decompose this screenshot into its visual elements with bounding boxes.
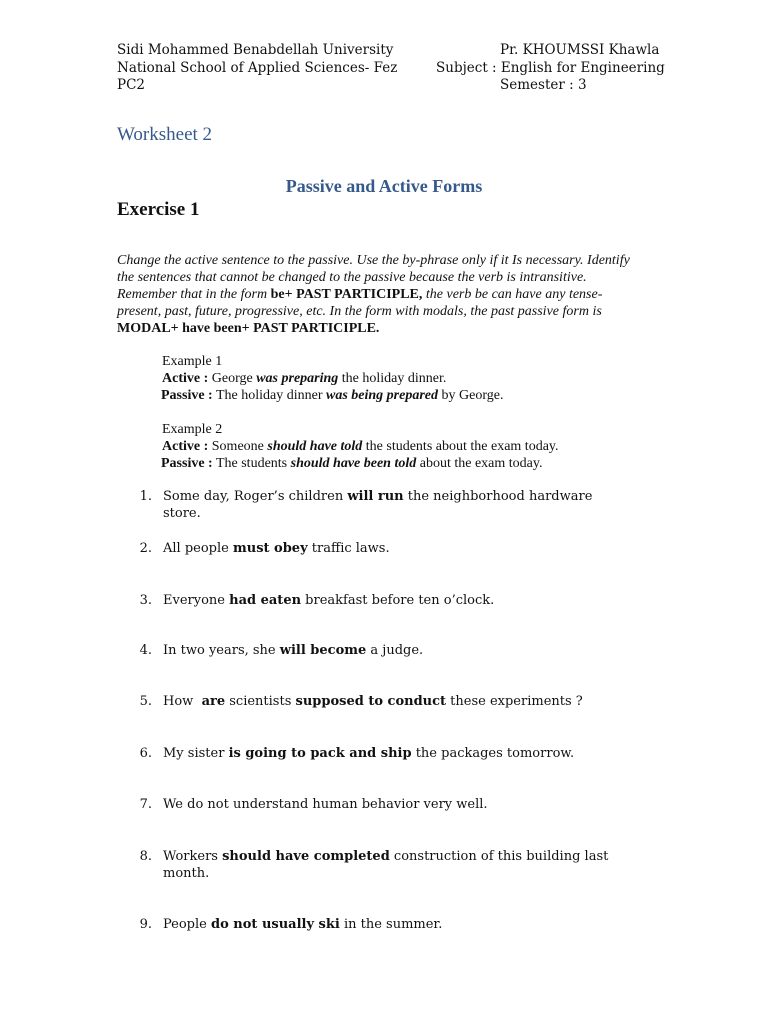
header-professor: Pr. KHOUMSSI Khawla — [500, 42, 660, 58]
header-school: National School of Applied Sciences- Fez — [117, 59, 398, 76]
header-class: PC2 — [117, 77, 146, 93]
item-text-pre: My sister — [163, 746, 229, 761]
active-label: Active : — [162, 439, 209, 454]
passive-verb: should have been told — [290, 456, 417, 471]
item-verb: will run — [347, 489, 404, 504]
item-verb: must obey — [232, 541, 308, 556]
header-semester: Semester : 3 — [500, 77, 587, 93]
item-text-pre: Workers — [163, 849, 223, 864]
item-number: 3. — [139, 593, 152, 608]
item-verb-2: supposed to conduct — [295, 694, 447, 709]
example-1 — [162, 353, 503, 404]
instructions-form-2: MODAL+ have been+ PAST PARTICIPLE. — [117, 321, 380, 336]
example-heading: Example 1 — [162, 354, 223, 369]
item-sentence — [163, 488, 633, 522]
passive-text-post: by George. — [438, 388, 504, 403]
passive-label: Passive : — [161, 388, 213, 403]
header-course-info — [436, 42, 665, 95]
item-sentence — [163, 916, 633, 933]
example-active-line — [162, 438, 559, 455]
item-text-pre: We do not understand human behavior very well. — [163, 797, 488, 812]
item-text-post: these experiments ? — [446, 694, 583, 709]
header-institution — [117, 42, 397, 95]
instructions-text-2: the verb be can have any tense- present, past, future, progressive, etc. In the form with modals, the past passive form is — [117, 287, 603, 319]
main-title: Passive and Active Forms — [285, 176, 483, 196]
item-verb: do not usually ski — [211, 917, 340, 932]
item-text-post: a judge. — [366, 643, 424, 658]
active-text-post: the students about the exam today. — [362, 439, 559, 454]
exercise-title: Exercise 1 — [117, 199, 200, 220]
item-sentence — [163, 848, 613, 882]
active-text-pre: George — [208, 371, 257, 386]
item-sentence — [163, 745, 633, 762]
item-sentence — [163, 693, 633, 710]
item-number: 9. — [139, 917, 152, 932]
active-text-pre: Someone — [208, 439, 268, 454]
item-text-post: breakfast before ten o’clock. — [301, 593, 495, 608]
item-text-mid: scientists — [225, 694, 296, 709]
item-text-pre: How — [163, 694, 202, 709]
example-heading: Example 2 — [162, 422, 223, 437]
item-number: 6. — [139, 746, 152, 761]
item-verb: should have completed — [222, 849, 390, 864]
item-number: 8. — [139, 849, 152, 864]
item-sentence — [163, 642, 633, 659]
item-number: 7. — [139, 797, 152, 812]
instructions — [117, 252, 642, 337]
active-label: Active : — [162, 371, 209, 386]
item-text-post: the neighborhood hardware store. — [163, 489, 593, 521]
item-verb: are — [201, 694, 226, 709]
item-text-pre: People — [163, 917, 211, 932]
worksheet-title: Worksheet 2 — [117, 124, 213, 145]
header-university: Sidi Mohammed Benabdellah University — [117, 42, 394, 58]
item-text-post: in the summer. — [339, 917, 443, 932]
passive-text-pre: The holiday dinner — [212, 388, 326, 403]
active-text-post: the holiday dinner. — [338, 371, 447, 386]
item-number: 4. — [139, 643, 152, 658]
item-text-pre: Some day, Roger’s children — [163, 489, 348, 504]
item-text-pre: In two years, she — [163, 643, 280, 658]
item-verb: will become — [279, 643, 367, 658]
passive-text-post: about the exam today. — [416, 456, 543, 471]
passive-label: Passive : — [161, 456, 213, 471]
passive-text-pre: The students — [212, 456, 291, 471]
item-text-post: traffic laws. — [307, 541, 390, 556]
item-text-post: construction of this building last month. — [163, 849, 609, 881]
item-number: 5. — [139, 694, 152, 709]
example-2 — [162, 421, 559, 472]
item-text-pre: Everyone — [163, 593, 230, 608]
active-verb: should have told — [267, 439, 363, 454]
item-text-post: the packages tomorrow. — [411, 746, 575, 761]
header-subject: Subject : English for Engineering — [436, 59, 665, 76]
item-sentence — [163, 592, 633, 609]
instructions-text-1: Change the active sentence to the passive. Use the by-phrase only if it Is necessary. Identify the sentences that cannot be changed to the passive because the verb is intransitive. Remember that in the form — [117, 253, 630, 302]
item-sentence — [163, 540, 633, 557]
item-sentence — [163, 796, 633, 813]
item-number: 1. — [139, 489, 152, 504]
example-active-line — [162, 370, 503, 387]
item-verb: had eaten — [229, 593, 302, 608]
item-text-pre: All people — [163, 541, 233, 556]
item-number: 2. — [139, 541, 152, 556]
active-verb: was preparing — [256, 371, 339, 386]
example-passive-line — [161, 387, 503, 404]
item-verb: is going to pack and ship — [228, 746, 412, 761]
passive-verb: was being prepared — [326, 388, 438, 403]
example-passive-line — [161, 455, 559, 472]
instructions-form-1: be+ PAST PARTICIPLE, — [270, 287, 423, 302]
